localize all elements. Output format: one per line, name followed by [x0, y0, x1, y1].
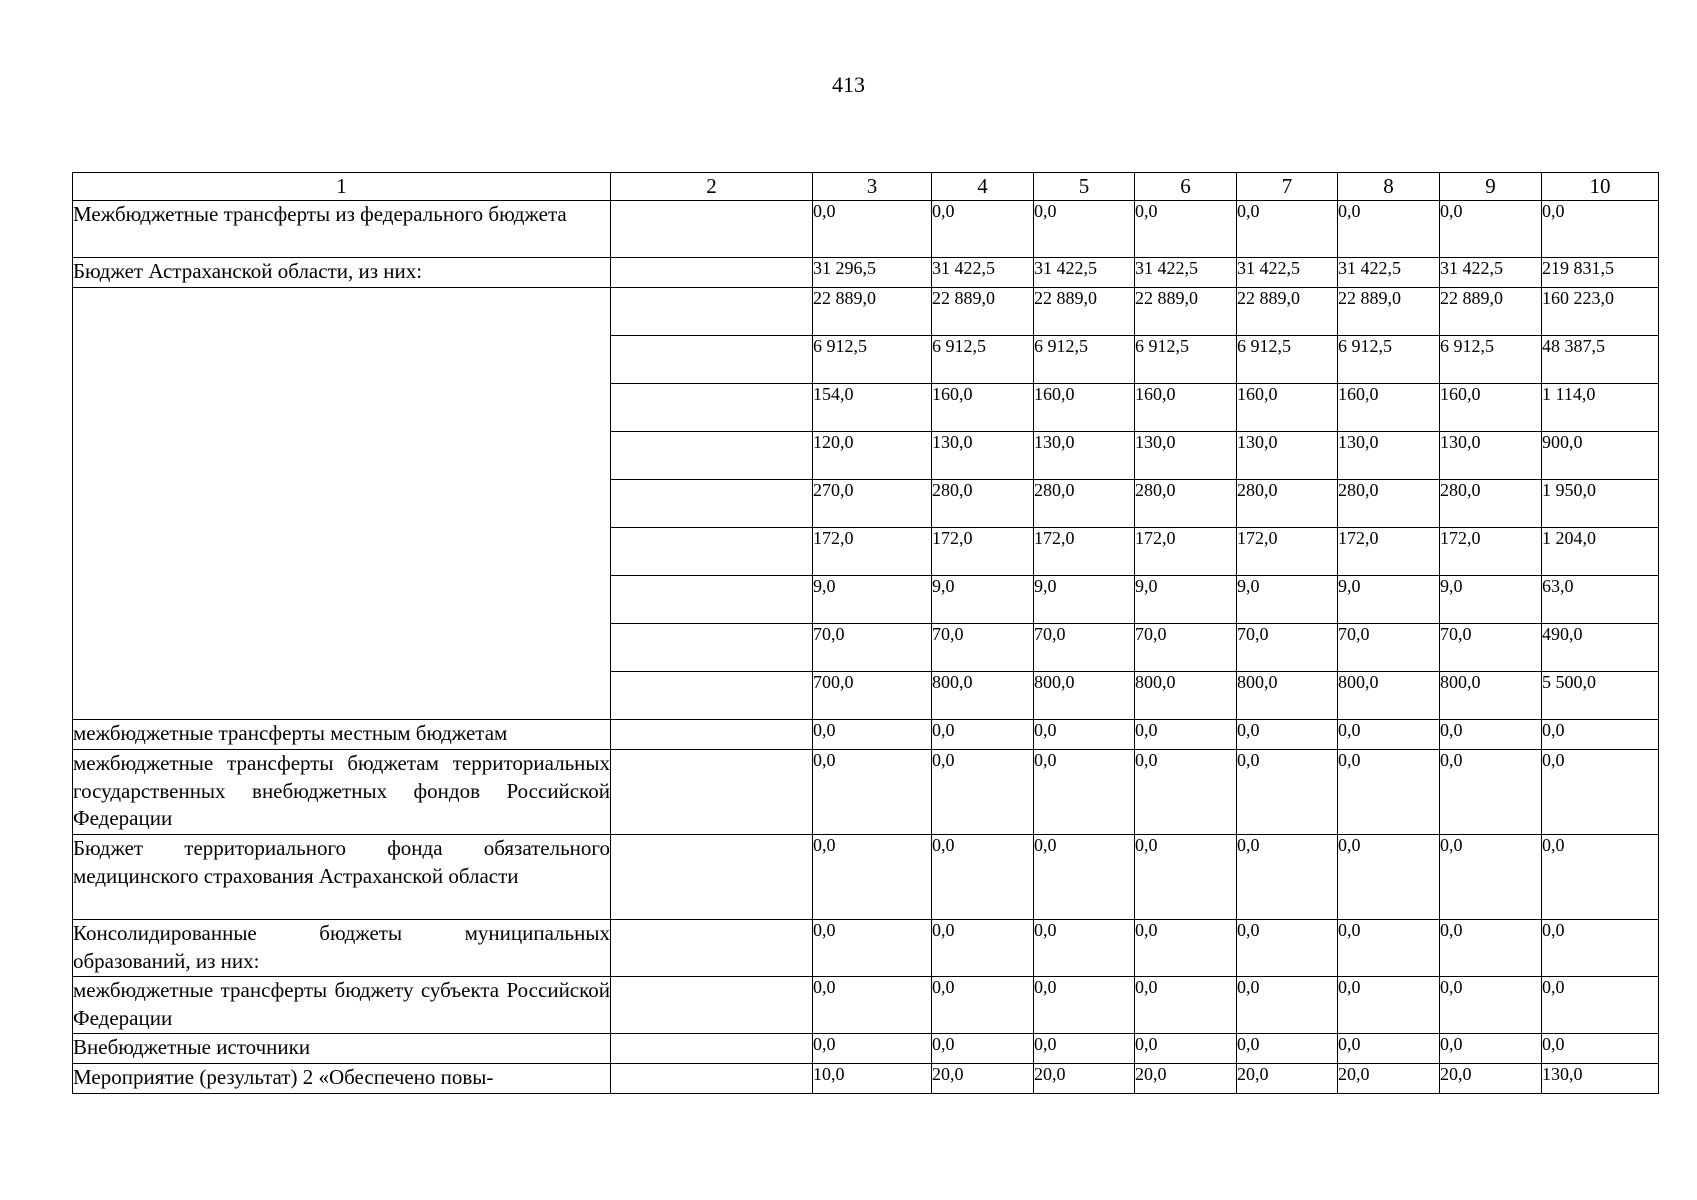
- value-cell: 280,0: [1034, 480, 1135, 528]
- value-cell: 0,0: [1440, 977, 1542, 1034]
- value-cell: 0,0: [1542, 720, 1659, 750]
- row-label: Внебюджетные источники: [73, 1034, 611, 1064]
- value-cell: 0,0: [1237, 977, 1338, 1034]
- value-cell: 31 422,5: [1237, 258, 1338, 288]
- value-cell: 0,0: [932, 1034, 1034, 1064]
- row-label: межбюджетные трансферты бюджету субъекта Российской Федерации: [73, 977, 611, 1034]
- value-cell: 63,0: [1542, 576, 1659, 624]
- value-cell: 22 889,0: [1440, 288, 1542, 336]
- row-code: [611, 528, 813, 576]
- table-row: [73, 835, 1659, 920]
- value-cell: 0,0: [1034, 977, 1135, 1034]
- value-cell: 70,0: [1338, 624, 1440, 672]
- row-code: [611, 835, 813, 920]
- value-cell: 22 889,0: [932, 288, 1034, 336]
- value-cell: 154,0: [813, 384, 932, 432]
- value-cell: 6 912,5: [1440, 336, 1542, 384]
- value-cell: 0,0: [1542, 1034, 1659, 1064]
- value-cell: 0,0: [1440, 920, 1542, 977]
- value-cell: 130,0: [1237, 432, 1338, 480]
- value-cell: 31 422,5: [932, 258, 1034, 288]
- value-cell: 0,0: [1542, 977, 1659, 1034]
- value-cell: 20,0: [1338, 1064, 1440, 1094]
- value-cell: 0,0: [1237, 720, 1338, 750]
- column-header-9: 9: [1440, 173, 1542, 201]
- value-cell: 0,0: [1338, 750, 1440, 835]
- table-row: [73, 720, 1659, 750]
- value-cell: 22 889,0: [813, 288, 932, 336]
- row-code: [611, 201, 813, 258]
- value-cell: 6 912,5: [932, 336, 1034, 384]
- value-cell: 280,0: [932, 480, 1034, 528]
- value-cell: 10,0: [813, 1064, 932, 1094]
- row-code: [611, 720, 813, 750]
- row-label: Бюджет Астраханской области, из них:: [73, 258, 611, 288]
- column-header-1: 1: [73, 173, 611, 201]
- value-cell: 160,0: [1440, 384, 1542, 432]
- value-cell: 6 912,5: [1237, 336, 1338, 384]
- row-code: [611, 258, 813, 288]
- value-cell: 130,0: [1338, 432, 1440, 480]
- value-cell: 0,0: [1135, 835, 1237, 920]
- value-cell: 0,0: [1034, 201, 1135, 258]
- value-cell: 0,0: [1338, 977, 1440, 1034]
- table-row: [73, 1064, 1659, 1094]
- value-cell: 0,0: [1034, 750, 1135, 835]
- value-cell: 31 296,5: [813, 258, 932, 288]
- column-header-3: 3: [813, 173, 932, 201]
- row-code: [611, 384, 813, 432]
- value-cell: 0,0: [1135, 720, 1237, 750]
- value-cell: 0,0: [1440, 750, 1542, 835]
- value-cell: 130,0: [932, 432, 1034, 480]
- value-cell: 0,0: [1135, 920, 1237, 977]
- value-cell: 0,0: [1237, 750, 1338, 835]
- value-cell: 0,0: [1237, 201, 1338, 258]
- value-cell: 6 912,5: [1338, 336, 1440, 384]
- value-cell: 0,0: [932, 201, 1034, 258]
- row-label: Консолидированные бюджеты муниципальных образований, из них:: [73, 920, 611, 977]
- value-cell: 0,0: [1440, 720, 1542, 750]
- budget-table: [72, 172, 1659, 1094]
- value-cell: 70,0: [1440, 624, 1542, 672]
- value-cell: 22 889,0: [1237, 288, 1338, 336]
- value-cell: 22 889,0: [1338, 288, 1440, 336]
- table-row: [73, 258, 1659, 288]
- row-code: [611, 1064, 813, 1094]
- value-cell: 160,0: [1237, 384, 1338, 432]
- value-cell: 9,0: [813, 576, 932, 624]
- value-cell: 31 422,5: [1034, 258, 1135, 288]
- value-cell: 0,0: [1338, 201, 1440, 258]
- value-cell: 0,0: [1034, 720, 1135, 750]
- value-cell: 31 422,5: [1135, 258, 1237, 288]
- value-cell: 20,0: [1237, 1064, 1338, 1094]
- value-cell: 800,0: [1338, 672, 1440, 720]
- value-cell: 130,0: [1034, 432, 1135, 480]
- value-cell: 0,0: [1135, 201, 1237, 258]
- header-row: [73, 173, 1659, 201]
- value-cell: 22 889,0: [1034, 288, 1135, 336]
- value-cell: 0,0: [813, 720, 932, 750]
- row-label: Межбюджетные трансферты из федерального бюджета: [73, 201, 611, 258]
- value-cell: 800,0: [1034, 672, 1135, 720]
- value-cell: 31 422,5: [1440, 258, 1542, 288]
- value-cell: 22 889,0: [1135, 288, 1237, 336]
- value-cell: 48 387,5: [1542, 336, 1659, 384]
- value-cell: 172,0: [1237, 528, 1338, 576]
- value-cell: 0,0: [1542, 920, 1659, 977]
- column-header-10: 10: [1542, 173, 1659, 201]
- value-cell: 900,0: [1542, 432, 1659, 480]
- value-cell: 0,0: [1338, 720, 1440, 750]
- value-cell: 9,0: [932, 576, 1034, 624]
- row-code: [611, 288, 813, 336]
- value-cell: 172,0: [932, 528, 1034, 576]
- table-row: [73, 288, 1659, 336]
- value-cell: 0,0: [813, 920, 932, 977]
- value-cell: 20,0: [1034, 1064, 1135, 1094]
- value-cell: 160,0: [932, 384, 1034, 432]
- value-cell: 9,0: [1440, 576, 1542, 624]
- value-cell: 160 223,0: [1542, 288, 1659, 336]
- value-cell: 20,0: [1440, 1064, 1542, 1094]
- value-cell: 6 912,5: [1135, 336, 1237, 384]
- value-cell: 0,0: [932, 750, 1034, 835]
- value-cell: 0,0: [1338, 1034, 1440, 1064]
- column-header-2: 2: [611, 173, 813, 201]
- value-cell: 0,0: [1542, 750, 1659, 835]
- value-cell: 0,0: [1542, 835, 1659, 920]
- value-cell: 1 950,0: [1542, 480, 1659, 528]
- value-cell: 172,0: [1135, 528, 1237, 576]
- value-cell: 0,0: [1034, 920, 1135, 977]
- column-header-7: 7: [1237, 173, 1338, 201]
- value-cell: 130,0: [1440, 432, 1542, 480]
- table-row: [73, 1034, 1659, 1064]
- row-label: межбюджетные трансферты местным бюджетам: [73, 720, 611, 750]
- row-code: [611, 480, 813, 528]
- value-cell: 9,0: [1237, 576, 1338, 624]
- value-cell: 1 204,0: [1542, 528, 1659, 576]
- row-label: Мероприятие (результат) 2 «Обеспечено повы-: [73, 1064, 611, 1094]
- value-cell: 0,0: [1237, 920, 1338, 977]
- column-header-6: 6: [1135, 173, 1237, 201]
- row-code: [611, 977, 813, 1034]
- value-cell: 490,0: [1542, 624, 1659, 672]
- value-cell: 0,0: [813, 977, 932, 1034]
- table-row: [73, 750, 1659, 835]
- value-cell: 160,0: [1338, 384, 1440, 432]
- value-cell: 1 114,0: [1542, 384, 1659, 432]
- value-cell: 70,0: [932, 624, 1034, 672]
- value-cell: 130,0: [1135, 432, 1237, 480]
- value-cell: 0,0: [1135, 1034, 1237, 1064]
- value-cell: 20,0: [1135, 1064, 1237, 1094]
- value-cell: 70,0: [1034, 624, 1135, 672]
- value-cell: 0,0: [1440, 835, 1542, 920]
- value-cell: 9,0: [1135, 576, 1237, 624]
- value-cell: 0,0: [813, 201, 932, 258]
- value-cell: 270,0: [813, 480, 932, 528]
- value-cell: 31 422,5: [1338, 258, 1440, 288]
- page-number: 413: [832, 72, 865, 97]
- value-cell: 20,0: [932, 1064, 1034, 1094]
- value-cell: 172,0: [1440, 528, 1542, 576]
- row-code: [611, 432, 813, 480]
- row-code: [611, 624, 813, 672]
- column-header-4: 4: [932, 173, 1034, 201]
- value-cell: 70,0: [1135, 624, 1237, 672]
- row-label: Бюджет территориального фонда обязательного медицинского страхования Астраханской области: [73, 835, 611, 920]
- value-cell: 280,0: [1440, 480, 1542, 528]
- value-cell: 9,0: [1034, 576, 1135, 624]
- value-cell: 70,0: [1237, 624, 1338, 672]
- value-cell: 9,0: [1338, 576, 1440, 624]
- value-cell: 0,0: [1440, 1034, 1542, 1064]
- value-cell: 0,0: [1237, 1034, 1338, 1064]
- value-cell: 280,0: [1135, 480, 1237, 528]
- row-code: [611, 672, 813, 720]
- value-cell: 280,0: [1338, 480, 1440, 528]
- value-cell: 0,0: [932, 720, 1034, 750]
- value-cell: 0,0: [1034, 835, 1135, 920]
- row-code: [611, 920, 813, 977]
- value-cell: 0,0: [1338, 835, 1440, 920]
- value-cell: 800,0: [1440, 672, 1542, 720]
- value-cell: 0,0: [1135, 977, 1237, 1034]
- table-row: [73, 201, 1659, 258]
- value-cell: 800,0: [1237, 672, 1338, 720]
- value-cell: 280,0: [1237, 480, 1338, 528]
- value-cell: 0,0: [1135, 750, 1237, 835]
- value-cell: 172,0: [1034, 528, 1135, 576]
- value-cell: 0,0: [1542, 201, 1659, 258]
- value-cell: 0,0: [932, 835, 1034, 920]
- value-cell: 219 831,5: [1542, 258, 1659, 288]
- table-row: [73, 977, 1659, 1034]
- value-cell: 0,0: [813, 1034, 932, 1064]
- value-cell: 6 912,5: [813, 336, 932, 384]
- value-cell: 700,0: [813, 672, 932, 720]
- value-cell: 0,0: [932, 920, 1034, 977]
- value-cell: 0,0: [1034, 1034, 1135, 1064]
- table-body: [73, 201, 1659, 1094]
- column-header-8: 8: [1338, 173, 1440, 201]
- table-row: [73, 920, 1659, 977]
- value-cell: 5 500,0: [1542, 672, 1659, 720]
- value-cell: 800,0: [932, 672, 1034, 720]
- row-label: межбюджетные трансферты бюджетам территориальных государственных внебюджетных фондов Российской Федерации: [73, 750, 611, 835]
- row-code: [611, 576, 813, 624]
- value-cell: 160,0: [1135, 384, 1237, 432]
- value-cell: 0,0: [1440, 201, 1542, 258]
- value-cell: 0,0: [932, 977, 1034, 1034]
- row-code: [611, 1034, 813, 1064]
- value-cell: 800,0: [1135, 672, 1237, 720]
- value-cell: 172,0: [813, 528, 932, 576]
- value-cell: 0,0: [813, 835, 932, 920]
- value-cell: 70,0: [813, 624, 932, 672]
- value-cell: 6 912,5: [1034, 336, 1135, 384]
- value-cell: 130,0: [1542, 1064, 1659, 1094]
- row-label: [73, 288, 611, 720]
- value-cell: 0,0: [1338, 920, 1440, 977]
- row-code: [611, 336, 813, 384]
- value-cell: 172,0: [1338, 528, 1440, 576]
- row-code: [611, 750, 813, 835]
- value-cell: 160,0: [1034, 384, 1135, 432]
- value-cell: 120,0: [813, 432, 932, 480]
- column-header-5: 5: [1034, 173, 1135, 201]
- value-cell: 0,0: [813, 750, 932, 835]
- value-cell: 0,0: [1237, 835, 1338, 920]
